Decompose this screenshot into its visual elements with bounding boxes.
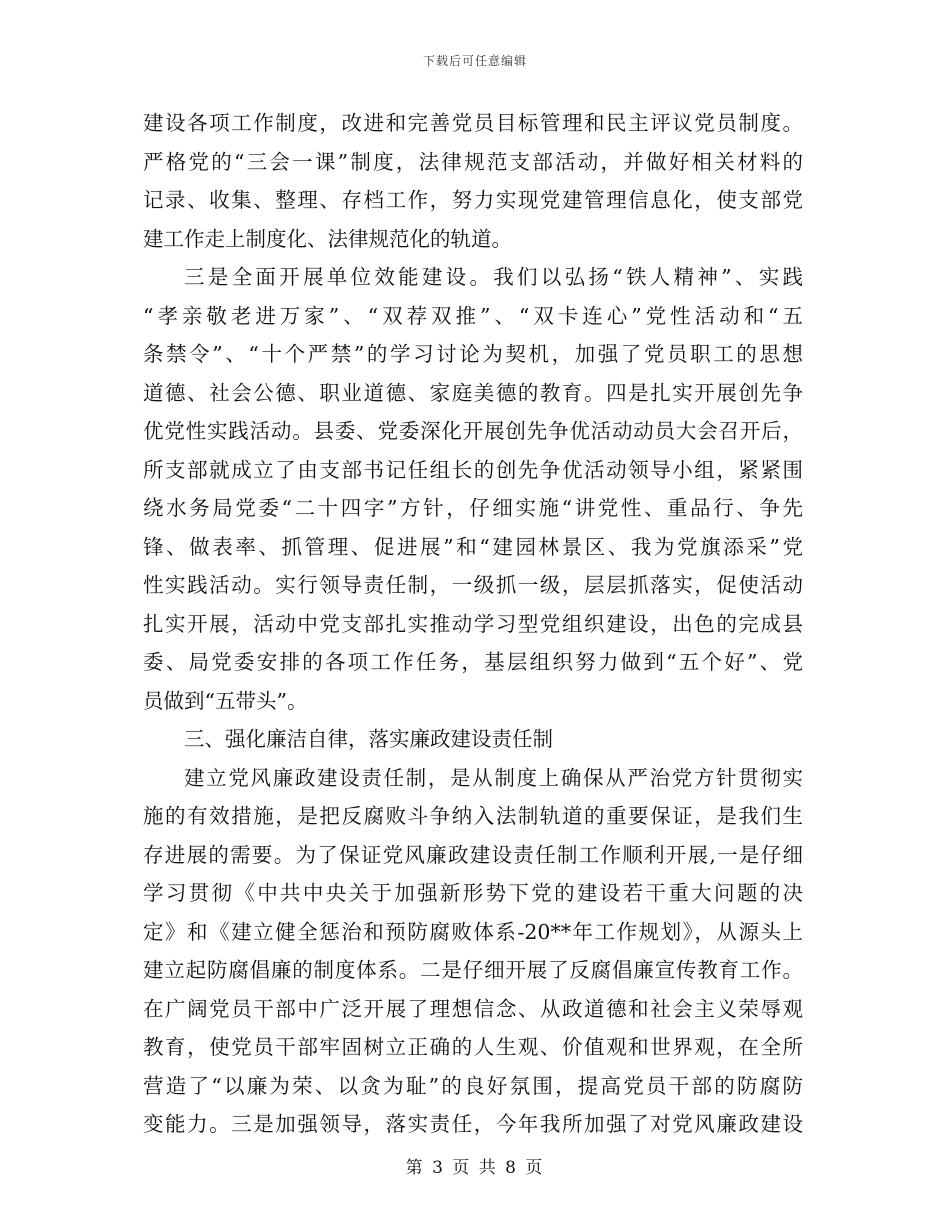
text-line: 锋、做表率、抓管理、促进展”和“建园林景区、我为党旗添采”党 — [143, 534, 803, 559]
text-line: 严格党的“三会一课”制度，法律规范支部活动，并做好相关材料的 — [143, 149, 803, 174]
text-line: 优党性实践活动。县委、党委深化开展创先争优活动动员大会召开后， — [143, 419, 803, 443]
text-line: 在广阔党员干部中广泛开展了理想信念、从政道德和社会主义荣辱观 — [143, 996, 803, 1021]
text-line: 记录、收集、整理、存档工作，努力实现党建管理信息化，使支部党 — [143, 188, 803, 212]
text-line: 存进展的需要。为了保证党风廉政建设责任制工作顺利开展,一是仔细 — [143, 842, 803, 867]
text-line: 道德、社会公德、职业道德、家庭美德的教育。四是扎实开展创先争 — [143, 380, 803, 405]
text-line: 建设各项工作制度，改进和完善党员目标管理和民主评议党员制度。 — [143, 111, 803, 135]
text-line: 委、局党委安排的各项工作任务，基层组织努力做到“五个好”、党 — [143, 650, 803, 674]
text-line: 三是全面开展单位效能建设。我们以弘扬“铁人精神”、实践 — [184, 265, 803, 289]
page-number-footer: 第 3 页 共 8 页 — [405, 1158, 545, 1178]
text-line: 施的有效措施，是把反腐败斗争纳入法制轨道的重要保证，是我们生 — [143, 804, 803, 828]
text-line: 教育，使党员干部牢固树立正确的人生观、价值观和世界观，在全所 — [143, 1035, 803, 1059]
text-line: 建工作走上制度化、法律规范化的轨道。 — [143, 226, 512, 251]
text-line: 建立起防腐倡廉的制度体系。二是仔细开展了反腐倡廉宣传教育工作。 — [143, 958, 803, 982]
text-line: 三、强化廉洁自律，落实廉政建设责任制 — [184, 727, 553, 751]
page-header: 下载后可任意编辑 — [422, 54, 527, 68]
document-body — [143, 104, 803, 1144]
text-line: “孝亲敬老进万家”、“双荐双推”、“双卡连心”党性活动和“五 — [143, 303, 803, 328]
text-line: 性实践活动。实行领导责任制，一级抓一级，层层抓落实，促使活动 — [143, 573, 803, 597]
text-line: 扎实开展，活动中党支部扎实推动学习型党组织建设，出色的完成县 — [143, 611, 803, 636]
text-line: 变能力。三是加强领导，落实责任，今年我所加强了对党风廉政建设 — [143, 1112, 803, 1136]
text-line: 营造了“以廉为荣、以贪为耻”的良好氛围，提高党员干部的防腐防 — [143, 1073, 803, 1098]
text-line: 建立党风廉政建设责任制，是从制度上确保从严治党方针贯彻实 — [184, 765, 803, 790]
text-line: 条禁令”、“十个严禁”的学习讨论为契机，加强了党员职工的思想 — [143, 342, 803, 366]
text-line: 绕水务局党委“二十四字”方针，仔细实施“讲党性、重品行、争先 — [143, 496, 803, 520]
text-line: 定》和《建立健全惩治和预防腐败体系-20**年工作规划》，从源头上 — [143, 919, 803, 944]
text-line: 所支部就成立了由支部书记任组长的创先争优活动领导小组，紧紧围 — [143, 457, 803, 482]
text-line: 员做到“五带头”。 — [143, 688, 308, 713]
text-line: 学习贯彻《中共中央关于加强新形势下党的建设若干重大问题的决 — [143, 881, 803, 905]
